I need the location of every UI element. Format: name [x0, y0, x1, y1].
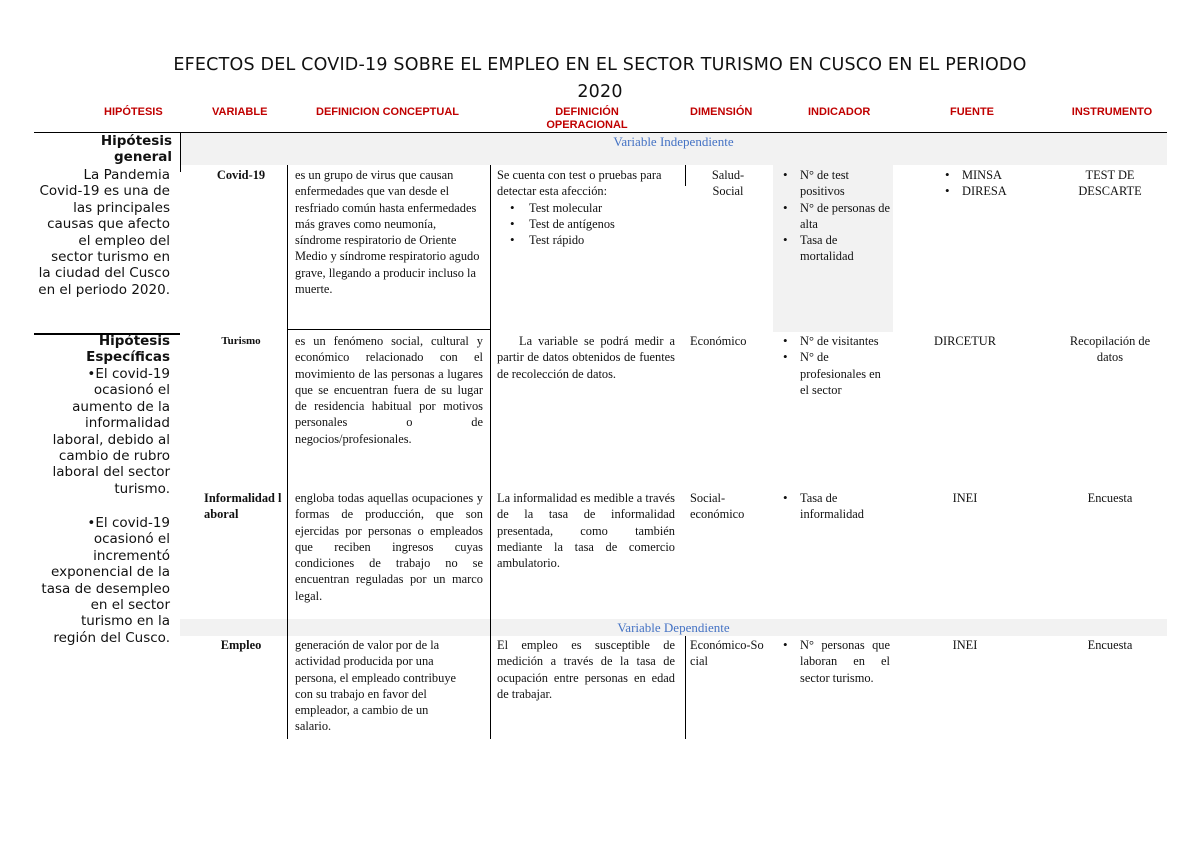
definicion-operacional-covid19 [497, 167, 677, 248]
hipotesis-general-title: Hipótesis general [100, 133, 172, 166]
hipotesis-general-text: La Pandemia Covid-19 es una de las principales causas que afecto el empleo del sector turismo en la ciudad del Cusco en el periodo 2020. [38, 167, 170, 298]
operacional-list [497, 200, 677, 249]
col-rule-4 [685, 165, 686, 186]
header-instrumento: INSTRUMENTO [1071, 106, 1153, 118]
band-dependiente-label: Variable Dependiente [617, 620, 730, 635]
header-dimension: DIMENSIÓN [690, 106, 753, 118]
header-fuente: FUENTE [950, 106, 994, 118]
instrumento-turismo: Recopilación de datos [1069, 334, 1151, 365]
header-definicion-operacional: DEFINICIÓN OPERACIONAL [546, 106, 628, 131]
list-item: • Tasa de informalidad [778, 490, 890, 523]
indicador-list-empleo [778, 637, 890, 686]
dimension-informalidad: Social-económico [690, 491, 745, 522]
fuente-informalidad: INEI [952, 491, 978, 505]
list-item: • N° personas que laboran en el sector turismo. [778, 637, 890, 686]
definicion-conceptual-covid19: es un grupo de virus que causan enfermedades que van desde el resfriado común hasta enfermedades más graves como neumonía, síndrome respiratorio de Oriente Medio y síndrome respiratorio agudo grave, llegando a producir incluso la muerte. [295, 168, 480, 297]
indicador-list-covid19 [778, 167, 890, 265]
list-item: • N° de visitantes [778, 333, 890, 349]
list-item: • DIRESA [940, 183, 1040, 199]
instrumento-empleo: Encuesta [1087, 638, 1133, 652]
variable-empleo: Empleo [220, 638, 262, 652]
col-rule-4b [685, 636, 686, 739]
table-top-rule [34, 132, 1167, 133]
dimension-covid19: Salud-Social [711, 168, 745, 199]
dimension-empleo: Económico-Social [690, 638, 764, 669]
definicion-conceptual-empleo: generación de valor por de la actividad producida por una persona, el empleado contribuye con su trabajo en favor del empleador, a cambio de un salario. [295, 638, 457, 734]
dimension-turismo: Económico [690, 334, 747, 348]
operacional-intro: Se cuenta con test o pruebas para detectar esta afección: [497, 168, 662, 199]
col-rule-2 [287, 165, 288, 739]
variable-covid19: Covid-19 [216, 168, 266, 182]
list-item: • N° de personas de alta [778, 200, 890, 233]
instrumento-covid19: TEST DE DESCARTE [1078, 168, 1142, 199]
list-item: • N° de profesionales en el sector [778, 349, 890, 398]
definicion-conceptual-informalidad: engloba todas aquellas ocupaciones y formas de producción, que son ejercidas por personas o empleados que reciben ingresos cuyas condiciones de trabajo no se encuentran reguladas por un marco legal. [295, 491, 483, 603]
variable-turismo: Turismo [221, 335, 261, 347]
instrumento-informalidad: Encuesta [1087, 491, 1133, 505]
header-hipotesis: HIPÓTESIS [104, 106, 163, 118]
list-item: • Test de antígenos [497, 216, 677, 232]
col-rule-1 [180, 132, 181, 172]
fuente-list-covid19 [940, 167, 1040, 200]
definicion-conceptual-turismo: es un fenómeno social, cultural y económico relacionado con el movimiento de las personas a lugares que se encuentran fuera de su lugar de residencia habitual por motivos personales o de negocios/profesionales. [295, 334, 483, 446]
fuente-turismo: DIRCETUR [934, 334, 996, 348]
definicion-operacional-informalidad: La informalidad es medible a través de la tasa de informalidad presentada, como también mediante la tasa de comercio ambulatorio. [497, 491, 675, 571]
list-item: • Test rápido [497, 232, 677, 248]
document-title: EFECTOS DEL COVID-19 SOBRE EL EMPLEO EN EL SECTOR TURISMO EN CUSCO EN EL PERIODO 2020 [173, 55, 1027, 102]
hipotesis-especifica-2: •El covid-19 ocasionó el incrementó exponencial de la tasa de desempleo en el sector turismo en la región del Cusco. [41, 515, 170, 646]
fuente-empleo: INEI [952, 638, 978, 652]
variable-informalidad: Informalidad laboral [204, 491, 282, 522]
hipotesis-especifica-1: •El covid-19 ocasionó el aumento de la informalidad laboral, debido al cambio de rubro laboral del sector turismo. [52, 366, 170, 497]
hipotesis-especificas-title: Hipótesis Específicas [86, 333, 170, 366]
header-variable: VARIABLE [212, 106, 268, 118]
list-item: • N° de test positivos [778, 167, 890, 200]
list-item: • MINSA [940, 167, 1040, 183]
indicador-list-turismo [778, 333, 890, 398]
list-item: • Test molecular [497, 200, 677, 216]
definicion-operacional-turismo: La variable se podrá medir a partir de datos obtenidos de fuentes de recolección de datos. [497, 334, 675, 381]
row-divider-turismo [287, 329, 490, 330]
definicion-operacional-empleo: El empleo es susceptible de medición a través de la tasa de ocupación entre personas en edad de trabajar. [497, 638, 675, 701]
band-independiente-label: Variable Independiente [613, 134, 734, 149]
indicador-list-informalidad [778, 490, 890, 523]
col-rule-3 [490, 165, 491, 739]
list-item: • Tasa de mortalidad [778, 232, 890, 265]
header-definicion-conceptual: DEFINICION CONCEPTUAL [316, 106, 459, 118]
header-indicador: INDICADOR [808, 106, 871, 118]
